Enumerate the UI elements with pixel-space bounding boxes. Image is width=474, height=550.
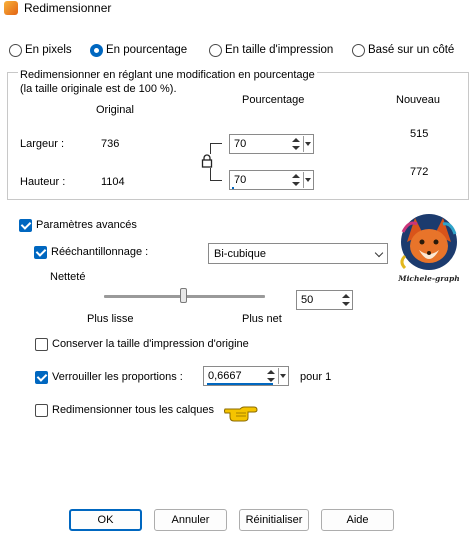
radio-percentage[interactable] <box>90 44 198 58</box>
resize-all-layers-checkbox[interactable] <box>35 404 48 417</box>
radio-print-size[interactable] <box>209 44 341 58</box>
radio-pixels-label: En pixels <box>25 44 72 56</box>
resample-selected-value: Bi-cubique <box>214 248 266 260</box>
radio-print-size-circle[interactable] <box>209 44 222 57</box>
help-button[interactable]: Aide <box>321 509 394 531</box>
width-percent-spinner[interactable] <box>229 134 314 154</box>
resize-all-layers-label: Redimensionner tous les calques <box>52 404 215 416</box>
radio-one-side-circle[interactable] <box>352 44 365 57</box>
width-new-value: 515 <box>410 128 429 140</box>
padlock-icon[interactable] <box>201 154 213 168</box>
group-subtitle: (la taille originale est de 100 %). <box>20 83 177 95</box>
radio-one-side[interactable] <box>352 44 462 58</box>
reset-button[interactable]: Réinitialiser <box>239 509 309 531</box>
width-spin-arrows[interactable] <box>291 136 301 152</box>
column-percent-header: Pourcentage <box>242 94 305 106</box>
slider-max-label: Plus net <box>242 313 282 325</box>
height-percent-spinner[interactable] <box>229 170 314 190</box>
radio-pixels-circle[interactable] <box>9 44 22 57</box>
width-original-value: 736 <box>101 138 120 150</box>
resample-checkbox[interactable] <box>34 246 47 259</box>
radio-one-side-label: Basé sur un côté <box>368 44 455 56</box>
advanced-settings-label: Paramètres avancés <box>36 219 137 231</box>
ratio-value[interactable]: 0,6667 <box>208 370 242 382</box>
height-percent-value[interactable]: 70 <box>234 174 247 186</box>
height-new-value: 772 <box>410 166 429 178</box>
slider-min-label: Plus lisse <box>87 313 134 325</box>
height-original-value: 1104 <box>101 176 125 188</box>
radio-print-size-label: En taille d'impression <box>225 44 334 56</box>
app-icon <box>4 1 18 15</box>
radio-percentage-label: En pourcentage <box>106 44 188 56</box>
michele-graph-logo <box>393 212 465 286</box>
sharpness-spin-arrows[interactable] <box>341 292 351 308</box>
height-dropdown-arrow[interactable] <box>303 172 313 188</box>
ok-button[interactable]: OK <box>69 509 142 531</box>
sharpness-value[interactable]: 50 <box>301 294 314 306</box>
title-bar <box>0 0 474 18</box>
height-label: Hauteur : <box>20 176 66 188</box>
ratio-dropdown-arrow[interactable] <box>278 368 288 384</box>
column-original-header: Original <box>96 104 134 116</box>
window-title: Redimensionner <box>24 1 112 15</box>
lock-ratio-label: Verrouiller les proportions : <box>52 371 183 383</box>
pointing-hand-icon <box>224 401 258 423</box>
focus-caret <box>232 187 234 189</box>
ratio-spin-arrows[interactable] <box>266 368 276 384</box>
width-dropdown-arrow[interactable] <box>303 136 313 152</box>
radio-percentage-circle[interactable] <box>90 44 103 57</box>
lock-ratio-checkbox[interactable] <box>35 371 48 384</box>
chevron-down-icon <box>375 249 383 257</box>
logo-signature: Michele-graph <box>398 274 460 283</box>
keep-print-size-checkbox[interactable] <box>35 338 48 351</box>
ratio-spinner[interactable] <box>203 366 289 386</box>
sharpness-label: Netteté <box>50 271 86 283</box>
radio-pixels[interactable] <box>9 44 91 58</box>
cancel-button[interactable]: Annuler <box>154 509 227 531</box>
ratio-focus-underline <box>207 383 273 385</box>
sharpness-spinner[interactable] <box>296 290 353 310</box>
sharpness-slider-thumb[interactable] <box>180 288 187 303</box>
resample-label: Rééchantillonnage : <box>51 246 149 258</box>
advanced-settings-checkbox[interactable] <box>19 219 32 232</box>
group-title: Redimensionner en réglant une modification en pourcentage <box>20 69 315 81</box>
resample-select[interactable] <box>208 243 388 264</box>
height-spin-arrows[interactable] <box>291 172 301 188</box>
keep-print-size-label: Conserver la taille d'impression d'origine <box>52 338 249 350</box>
ratio-suffix: pour 1 <box>300 371 332 383</box>
column-new-header: Nouveau <box>396 94 441 106</box>
width-label: Largeur : <box>20 138 65 150</box>
width-percent-value[interactable]: 70 <box>234 138 247 150</box>
